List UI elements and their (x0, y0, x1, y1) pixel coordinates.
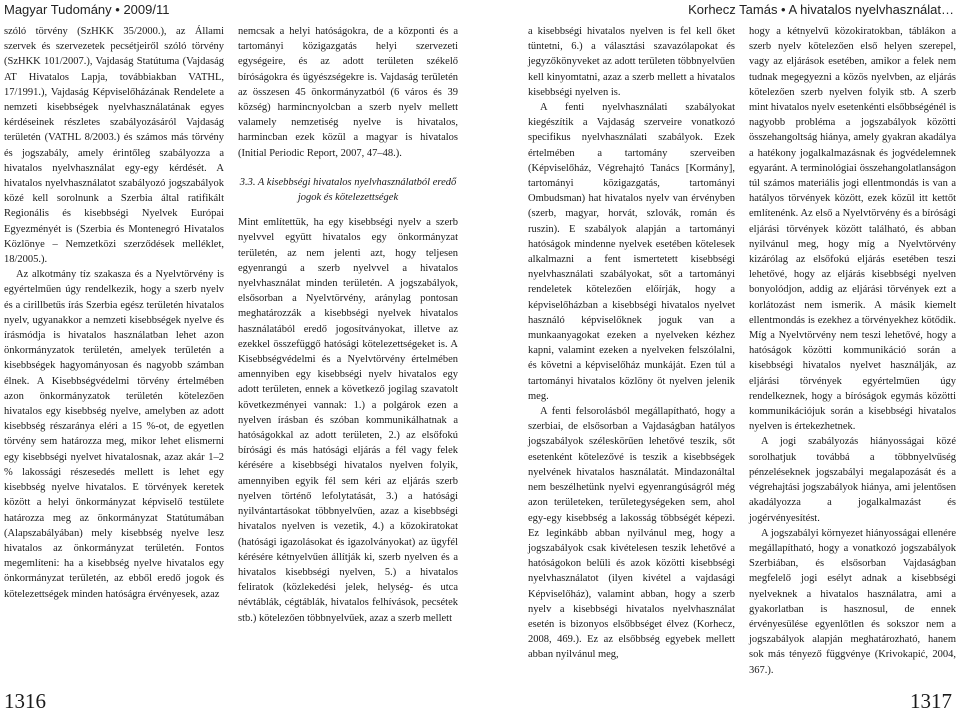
paragraph: szóló törvény (SzHKK 35/2000.), az Állami szervek és szervezetek pecsétjeiről szóló törvény (SzHKK 101/2007.), Vajdaság Statútuma (Vajdaság AT Hivatalos Lapja, továbbiakban VATHL, 17/1991.), Vajdaság Képviselőházának Rendelete a nemzeti kisebbségek nyelvhasználatának egyes kérdéseinek részletes szabályozásáról Vajdaság területén (VATHL 8/2003.) és számos más törvény és jogszabály, amely érintőleg szabályozza a hivatalos nyelvhasználat egy-egy kérdését. A hivatalos nyelvhasználatot szabályozó jogszabályok közé kell sorolnunk a Szerbia által ratifikált Regionális és kisebbségi Nyelvek Európai Egyezményét is (Szerbia és Montenegró Hivatalos Közlönye – Nemzetközi szerződések melléklet, 18/2005.). (4, 26, 224, 266)
paragraph: A jogi szabályozás hiányosságai közé sorolhatjuk továbbá a többnyelvűség pénzeléseknek jogszabályi megalapozását és a végrehajtási jogszabályok hiánya, ami jelentősen akadályozza a jogalkalmazást és jogérvényesítést. (749, 436, 956, 524)
section-title: 3.3. A kisebbségi hivatalos nyelvhasználatból eredő jogok és kötelezettségek (239, 176, 457, 204)
running-head-right: Korhecz Tamás • A hivatalos nyelvhasználat… (688, 2, 954, 17)
running-head-left: Magyar Tudomány • 2009/11 (4, 2, 170, 17)
right-columns (528, 24, 956, 676)
column-3 (528, 24, 735, 664)
paragraph: Mint említettük, ha egy kisebbségi nyelv a szerb nyelvvel együtt hivatalos egy önkormányzat területén, az nem jelenti azt, hogy teljesen egyenrangú a szerb nyelvvel a hivatalos nyelvhasználat minden területén. A jogszabályok, elsősorban a Nyelvtörvény, aránylag pontosan meghatározzák a kisebbségi nyelvek hivatalos használatából eredő jogosítványokat, illetve az ezekkel összefüggő hatósági kötelezettségeket is. A Kisebbségvédelmi és a Nyelvtörvény értelmében amennyiben egy kisebbségi nyelv hivatalos egy adott területen, ennek a következő jogilag szavatolt következményei vannak: 1.) a polgárok ezen a nyelven írásban és szóban kommunikálhatnak a hatóságokkal az adott területen, 2.) az elsőfokú bírósági és más hatósági eljárás a fél vagy felek kérésére a kisebbségi hivatalos nyelven folyik, amennyiben egyik fél sem kéri az eljárás szerb nyelven történő lefolytatását, 3.) a hatósági nyilvántartásokat többnyelvűen, azaz a kisebbségi hivatalos nyelven is vezetik, 4.) a közokiratokat (hatósági igazolásokat és igazolványokat) az ügyfél kérésére kétnyelvűen állítják ki, szerb nyelven és a hivatalos kisebbségi nyelven, 5.) a hivatalos feliratok (közlekedési jelek, helység- és utca névtáblák, cégtáblák, hivatalos felhívások, pecsétek stb.) kötelezően többnyelvűek, azaz a szerb mellett (238, 217, 458, 624)
column-2 (238, 24, 458, 664)
right-page (480, 0, 960, 720)
paragraph: nemcsak a helyi hatóságokra, de a központi és a tartományi közigazgatás helyi szervezeti egységeire, és az adott területen székelő bíróságokra és ügyészségekre is. Vajdaság területén az összesen 45 önkormányzatból (6 város és 39 község) harmincnyolcban a szerb nyelv mellett valamely nemzetiség nyelve is hivatalos, harmincban ezek közül a magyar is hivatalos (Initial Periodic Report, 2007, 47–48.). (238, 26, 458, 159)
paragraph: A fenti nyelvhasználati szabályokat kiegészítik a Vajdaság szerveire vonatkozó specifikus nyelvhasználati szabályok. Ezek értelmében a tartomány szerveiben (Képviselőház, Végrehajtó Tanács [Kormány], tartományi közigazgatás, tartományi Ombudsman) hat hivatalos nyelv van érvényben (szerb, magyar, horvát, szlovák, román és ruszin). E szabályok alapján a tartományi hatóságok mindenne nyelvek esetében kötelesek alkalmazni a fent ismertetett kisebbségi nyelvhasználati szabályokat, sőt a tartományi rendeletek kötelezően előírják, hogy a képviselőházban a kisebbségi hivatalos nyelvet használó képviselőknek joguk van a munkaanyagokat ezeken a nyelveken kézhez kapni, valamint ezeken a nyelveken felszólalni, és követni a képviselőház munkáját. Ezen túl a tartományi hivatalos közlöny öt nyelven jelenik meg. (528, 102, 735, 402)
paragraph: hogy a kétnyelvű közokiratokban, táblákon a szerb nyelv kötelezően első helyen szerepel, vagy az eljárások esetében, amikor a felek nem tudnak megegyezni a közös nyelvben, az eljárás kötelezően szerb nyelven folyik stb. A szerb mint hivatalos nyelv esetenkénti elsőbbségénél is nagyobb probléma a jogszabályok közötti összehangoltság hiánya, amely gyakran akadálya a hatékony jogalkalmazásnak és jogvédelemnek egyaránt. A terminológiai összehangolatlanságon túl számos materiális jogi ellentmondás is van a hatályos törvények között, ezek közül itt kettőt említenénk. Az első a Nyelvtörvény és a bírósági eljárási törvények között található, és abban nyilvánul meg, hogy míg a Nyelvtörvény kizárólag az elsőfokú eljárás esetében teszi lehetővé, hogy az eljárás kisebbségi nyelven bonyolódjon, addig az eljárási törvények ezt a korlátozást nem ismerik. A másik kiemelt ellentmondás is ezekhez a törvényekhez kötődik. Míg a Nyelvtörvény nem teszi lehetővé, hogy a hatóságok közötti kommunikáció során a kisebbségi hivatalos nyelvet használják, az eljárási törvények egyértelműen úgy rendelkeznek, hogy a bíróságok egymás közötti kommunikációjuk során a kisebbségi hivatalos nyelven is értekezhetnek. (749, 26, 956, 433)
page-number-left: 1316 (4, 689, 46, 713)
column-4 (749, 24, 956, 676)
column-1 (4, 24, 224, 664)
left-columns (4, 24, 466, 664)
page-number-right: 1317 (910, 689, 952, 713)
paragraph: A jogszabályi környezet hiányosságai ellenére megállapítható, hogy a vonatkozó jogszabályok Szerbiában, és elsősorban Vajdaságban megfelelő jogi esélyt adnak a kisebbségi nyelveknek a hivatalos használatra, ami a gyakorlatban is hasznosul, de ennek érvényesülése egyenlőtlen és sokszor nem a jogszabályok alapján meghatározható, hanem sok más tényező függvénye (Krivokapić, 2004, 367.). (749, 527, 956, 676)
paragraph: a kisebbségi hivatalos nyelven is fel kell őket tüntetni, 6.) a választási szavazólapokat és jegyzőkönyveket az adott területen többnyelvűen kell kinyomtatni, azaz a szerb mellett a hivatalos kisebbségi nyelven is. (528, 26, 735, 98)
paragraph: A fenti felsorolásból megállapítható, hogy a szerbiai, de elsősorban a Vajdaságban hatályos jogszabályok széleskörűen lehetővé teszik, sőt esetenként kötelezővé is teszik a kisebbségek nyelvének hivatalos használatát. Mindazonáltal nem beszélhetünk nyelvi egyenrangúságról még azon területeken, területegységeken sem, ahol egy-egy kisebbség a lakosság többségét képezi. Ez leginkább abban nyilvánul meg, hogy a jogszabályok csak kivételesen teszik lehetővé a hatóságokon belüli és azok közötti kisebbségi nyelvhasználatot (ilyen kivétel a vajdasági Képviselőház), valamint abban, hogy a szerb nyelv a kisebbségi hivatalos nyelvhasználat esetén is bizonyos elsőbbséget élvez (Korhecz, 2008, 469.). Ez az elsőbbség egyebek mellett abban nyilvánul meg, (528, 406, 735, 661)
paragraph: Az alkotmány tíz szakasza és a Nyelvtörvény is egyértelműen úgy rendelkezik, hogy a szerb nyelv és a cirillbetűs írás Szerbia egész területén hivatalos nyelv, ugyanakkor a nemzeti kisebbségek nyelve és írásmódja is hivatalos használatban lehet azon önkormányzatok területén, amelyek területén a kisebbségek hagyományosan és nagyobb számban élnek. A Kisebbségvédelmi törvény értelmében azon önkormányzatok területén kötelezően hivatalos egy kisebbség nyelve, amelyben az adott kisebbség részaránya eléri a 15 %-ot, de egyetlen törvény sem határozza meg, mikor lehet elismerni egy kisebbségi nyelvet hivatalosnak, azaz akár 1–2 % lakossági részesedés mellett is lehet egy kisebbség nyelve hivatalos. E törvények keretek között a helyi önkormányzat képviselő testülete határozza meg az önkormányzat Statútumában (Alapszabályában) mely kisebbség nyelve lesz hivatalos az önkormányzat területén. Fontos megemlíteni: ha a kisebbség nyelve hivatalos egy önkormányzat területén, az ebből eredő jogok és kötelezettségek minden hatóságra érvényesek, azaz (4, 269, 224, 600)
